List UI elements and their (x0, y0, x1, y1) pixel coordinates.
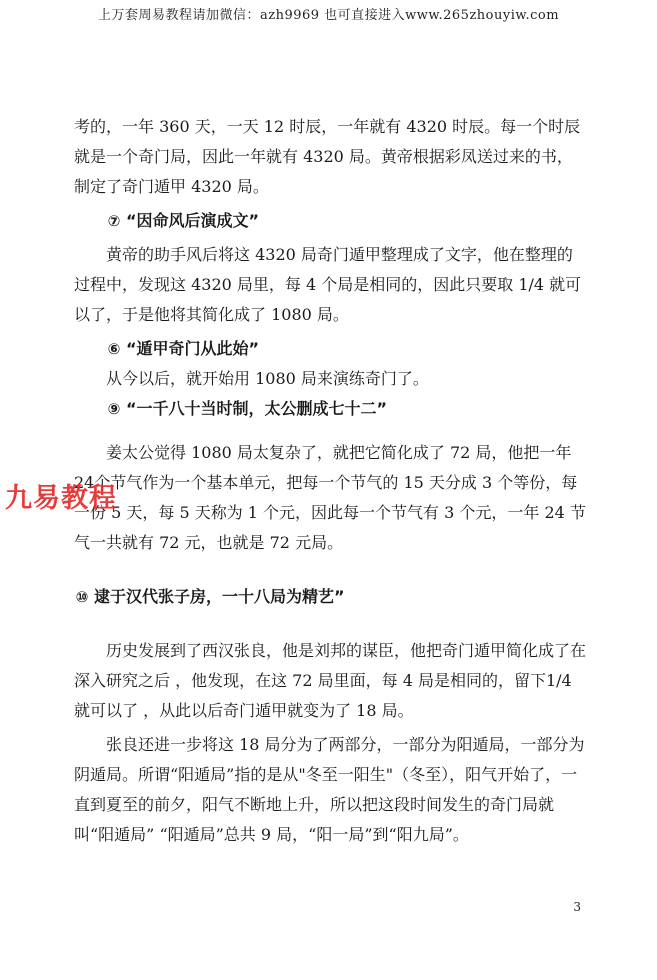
heading-text-2: “遁甲奇门从此始” (126, 339, 260, 358)
paragraph-1: 考的，一年 360 天，一天 12 时辰，一年就有 4320 时辰。每一个时辰就是一个奇门局，因此一年就有 4320 局。黄帝根据彩凤送过来的书，制定了奇门遁甲 4320 局。 (74, 117, 581, 196)
heading-text-1: “因命风后演成文” (126, 211, 260, 230)
watermark-logo: 九易教程 (5, 483, 117, 514)
page-number: 3 (573, 900, 581, 914)
section-heading-1 (74, 206, 586, 236)
section-heading-4 (74, 582, 586, 612)
page-body (74, 112, 586, 850)
heading-text-4: 逮于汉代张子房，一十八局为精艺” (94, 587, 345, 606)
section-heading-3 (74, 394, 586, 424)
paragraph-4: 姜太公觉得 1080 局太复杂了，就把它简化成了 72 局，他把一年 24个节气作为一个基本单元，把每一个节气的 15 天分成 3 个等份，每一份 5 天，每 5 天称为 1 个元，因此每一个节气有 3 个元，一年 24 节气一共就有 72 元，也就是 72 元局。 (74, 443, 586, 552)
heading-text-3: “一千八十当时制，太公删成七十二” (126, 399, 388, 418)
paragraph-6: 张良还进一步将这 18 局分为了两部分，一部分为阳遁局，一部分为阴遁局。所谓“阳遁局”指的是从"冬至一阳生"（冬至），阳气开始了，一直到夏至的前夕，阳气不断地上升，所以把这段时间发生的奇门局就叫“阳遁局” “阳遁局”总共 9 局，“阳一局”到“阳九局”。 (74, 735, 585, 844)
top-banner: 上万套周易教程请加微信：azh9969 也可直接进入www.265zhouyiw.com (97, 8, 560, 23)
circled-ten-icon: ⑩ (75, 588, 89, 606)
circled-six-icon: ⑥ (107, 340, 121, 358)
paragraph-3: 从今以后，就开始用 1080 局来演练奇门了。 (106, 369, 429, 388)
paragraph-2: 黄帝的助手风后将这 4320 局奇门遁甲整理成了文字，他在整理的过程中，发现这 4320 局里，每 4 个局是相同的，因此只要取 1/4 就可以了，于是他将其简化成了 1080 局。 (74, 245, 582, 324)
paragraph-5: 历史发展到了西汉张良，他是刘邦的谋臣，他把奇门遁甲简化成了在深入研究之后 ，他发现，在这 72 局里面，每 4 局是相同的，留下1/4 就可以了 ，从此以后奇门遁甲就变为了 18 局。 (74, 641, 587, 720)
circled-nine-icon: ⑨ (107, 400, 121, 418)
section-heading-2 (74, 334, 586, 364)
circled-seven-icon: ⑦ (107, 212, 121, 230)
